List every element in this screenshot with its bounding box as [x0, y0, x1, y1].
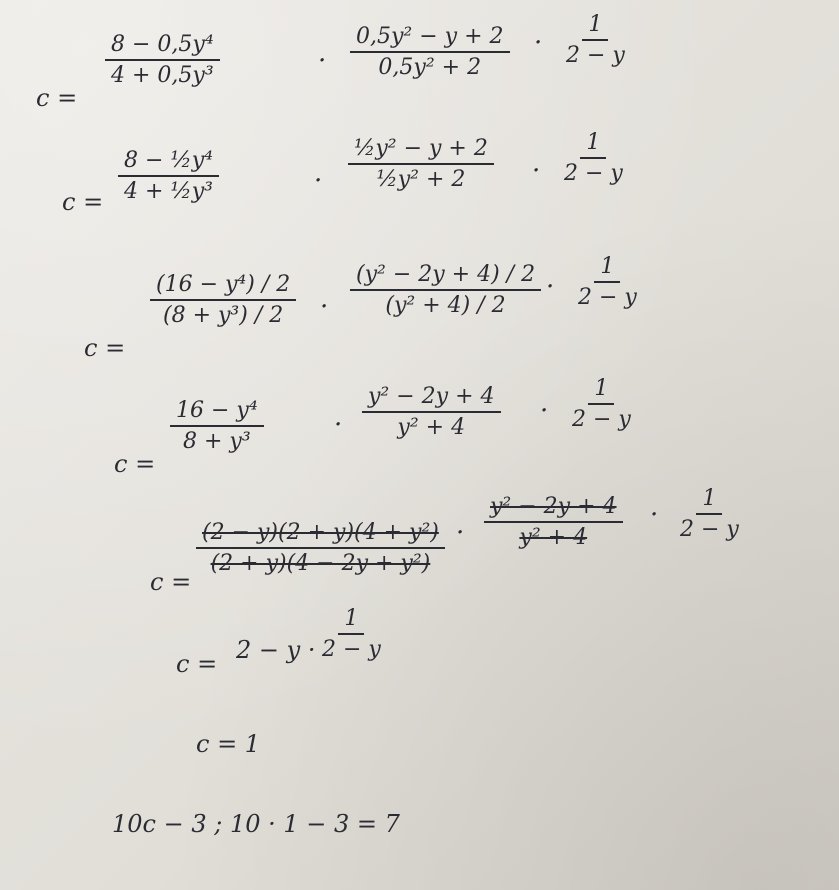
numerator: y² − 2y + 4	[362, 384, 501, 413]
numerator: 8 − 0,5y⁴	[105, 32, 220, 61]
numerator: (2 − y)(2 + y)(4 + y²)	[196, 520, 445, 549]
fraction-3	[560, 12, 631, 68]
denominator: 4 + ½y³	[124, 179, 213, 204]
denominator: ½y² + 2	[376, 167, 466, 192]
fraction-1	[105, 32, 220, 88]
c-label: c =	[62, 188, 104, 216]
fraction-2	[350, 24, 510, 80]
multiply-dot: ·	[540, 396, 549, 426]
fraction-1	[150, 272, 296, 328]
denominator: y² + 4	[519, 525, 588, 550]
denominator: 2 − y	[578, 285, 637, 310]
c-label: c =	[84, 334, 126, 362]
denominator: 4 + 0,5y³	[111, 63, 214, 88]
multiply-dot: ·	[318, 46, 327, 76]
denominator: 8 + y³	[183, 429, 251, 454]
multiply-dot: ·	[532, 156, 541, 186]
multiply-dot: ·	[546, 272, 555, 302]
numerator: 0,5y² − y + 2	[350, 24, 510, 53]
numerator: 1	[588, 376, 614, 405]
c-label: c =	[114, 450, 156, 478]
denominator: 2 − y	[322, 637, 381, 662]
numerator: y² − 2y + 4	[484, 494, 623, 523]
numerator: 8 − ½y⁴	[118, 148, 219, 177]
fraction-2	[350, 262, 541, 318]
numerator: 1	[580, 130, 606, 159]
multiply-dot: ·	[534, 28, 543, 58]
fraction-1	[118, 148, 219, 204]
multiply-dot: ·	[334, 410, 343, 440]
multiply-dot: ·	[314, 166, 323, 196]
multiply-dot: ·	[456, 518, 465, 548]
fraction-3	[558, 130, 629, 186]
fraction	[316, 606, 387, 662]
fraction-2	[484, 494, 623, 550]
c-label: c =	[36, 84, 78, 112]
denominator: y² + 4	[397, 415, 466, 440]
result-line: c = 1	[196, 730, 261, 758]
numerator: ½y² − y + 2	[348, 136, 494, 165]
numerator: (y² − 2y + 4) / 2	[350, 262, 541, 291]
c-label: c =	[176, 650, 218, 678]
expression: 2 − y ·	[236, 636, 316, 664]
numerator: 16 − y⁴	[170, 398, 264, 427]
fraction-1	[196, 520, 445, 576]
denominator: (y² + 4) / 2	[385, 293, 506, 318]
denominator: (8 + y³) / 2	[163, 303, 284, 328]
fraction-2	[348, 136, 494, 192]
denominator: 2 − y	[680, 517, 739, 542]
numerator: (16 − y⁴) / 2	[150, 272, 296, 301]
denominator: 0,5y² + 2	[378, 55, 482, 80]
numerator: 1	[696, 486, 722, 515]
denominator: (2 + y)(4 − 2y + y²)	[210, 551, 431, 576]
fraction-3	[674, 486, 745, 542]
final-answer-line: 10c − 3 ; 10 · 1 − 3 = 7	[112, 810, 400, 838]
fraction-1	[170, 398, 264, 454]
fraction-2	[362, 384, 501, 440]
fraction-3	[572, 254, 643, 310]
multiply-dot: ·	[650, 500, 659, 530]
numerator: 1	[338, 606, 364, 635]
multiply-dot: ·	[320, 292, 329, 322]
numerator: 1	[594, 254, 620, 283]
denominator: 2 − y	[566, 43, 625, 68]
c-label: c =	[150, 568, 192, 596]
numerator: 1	[582, 12, 608, 41]
denominator: 2 − y	[572, 407, 631, 432]
fraction-3	[566, 376, 637, 432]
denominator: 2 − y	[564, 161, 623, 186]
